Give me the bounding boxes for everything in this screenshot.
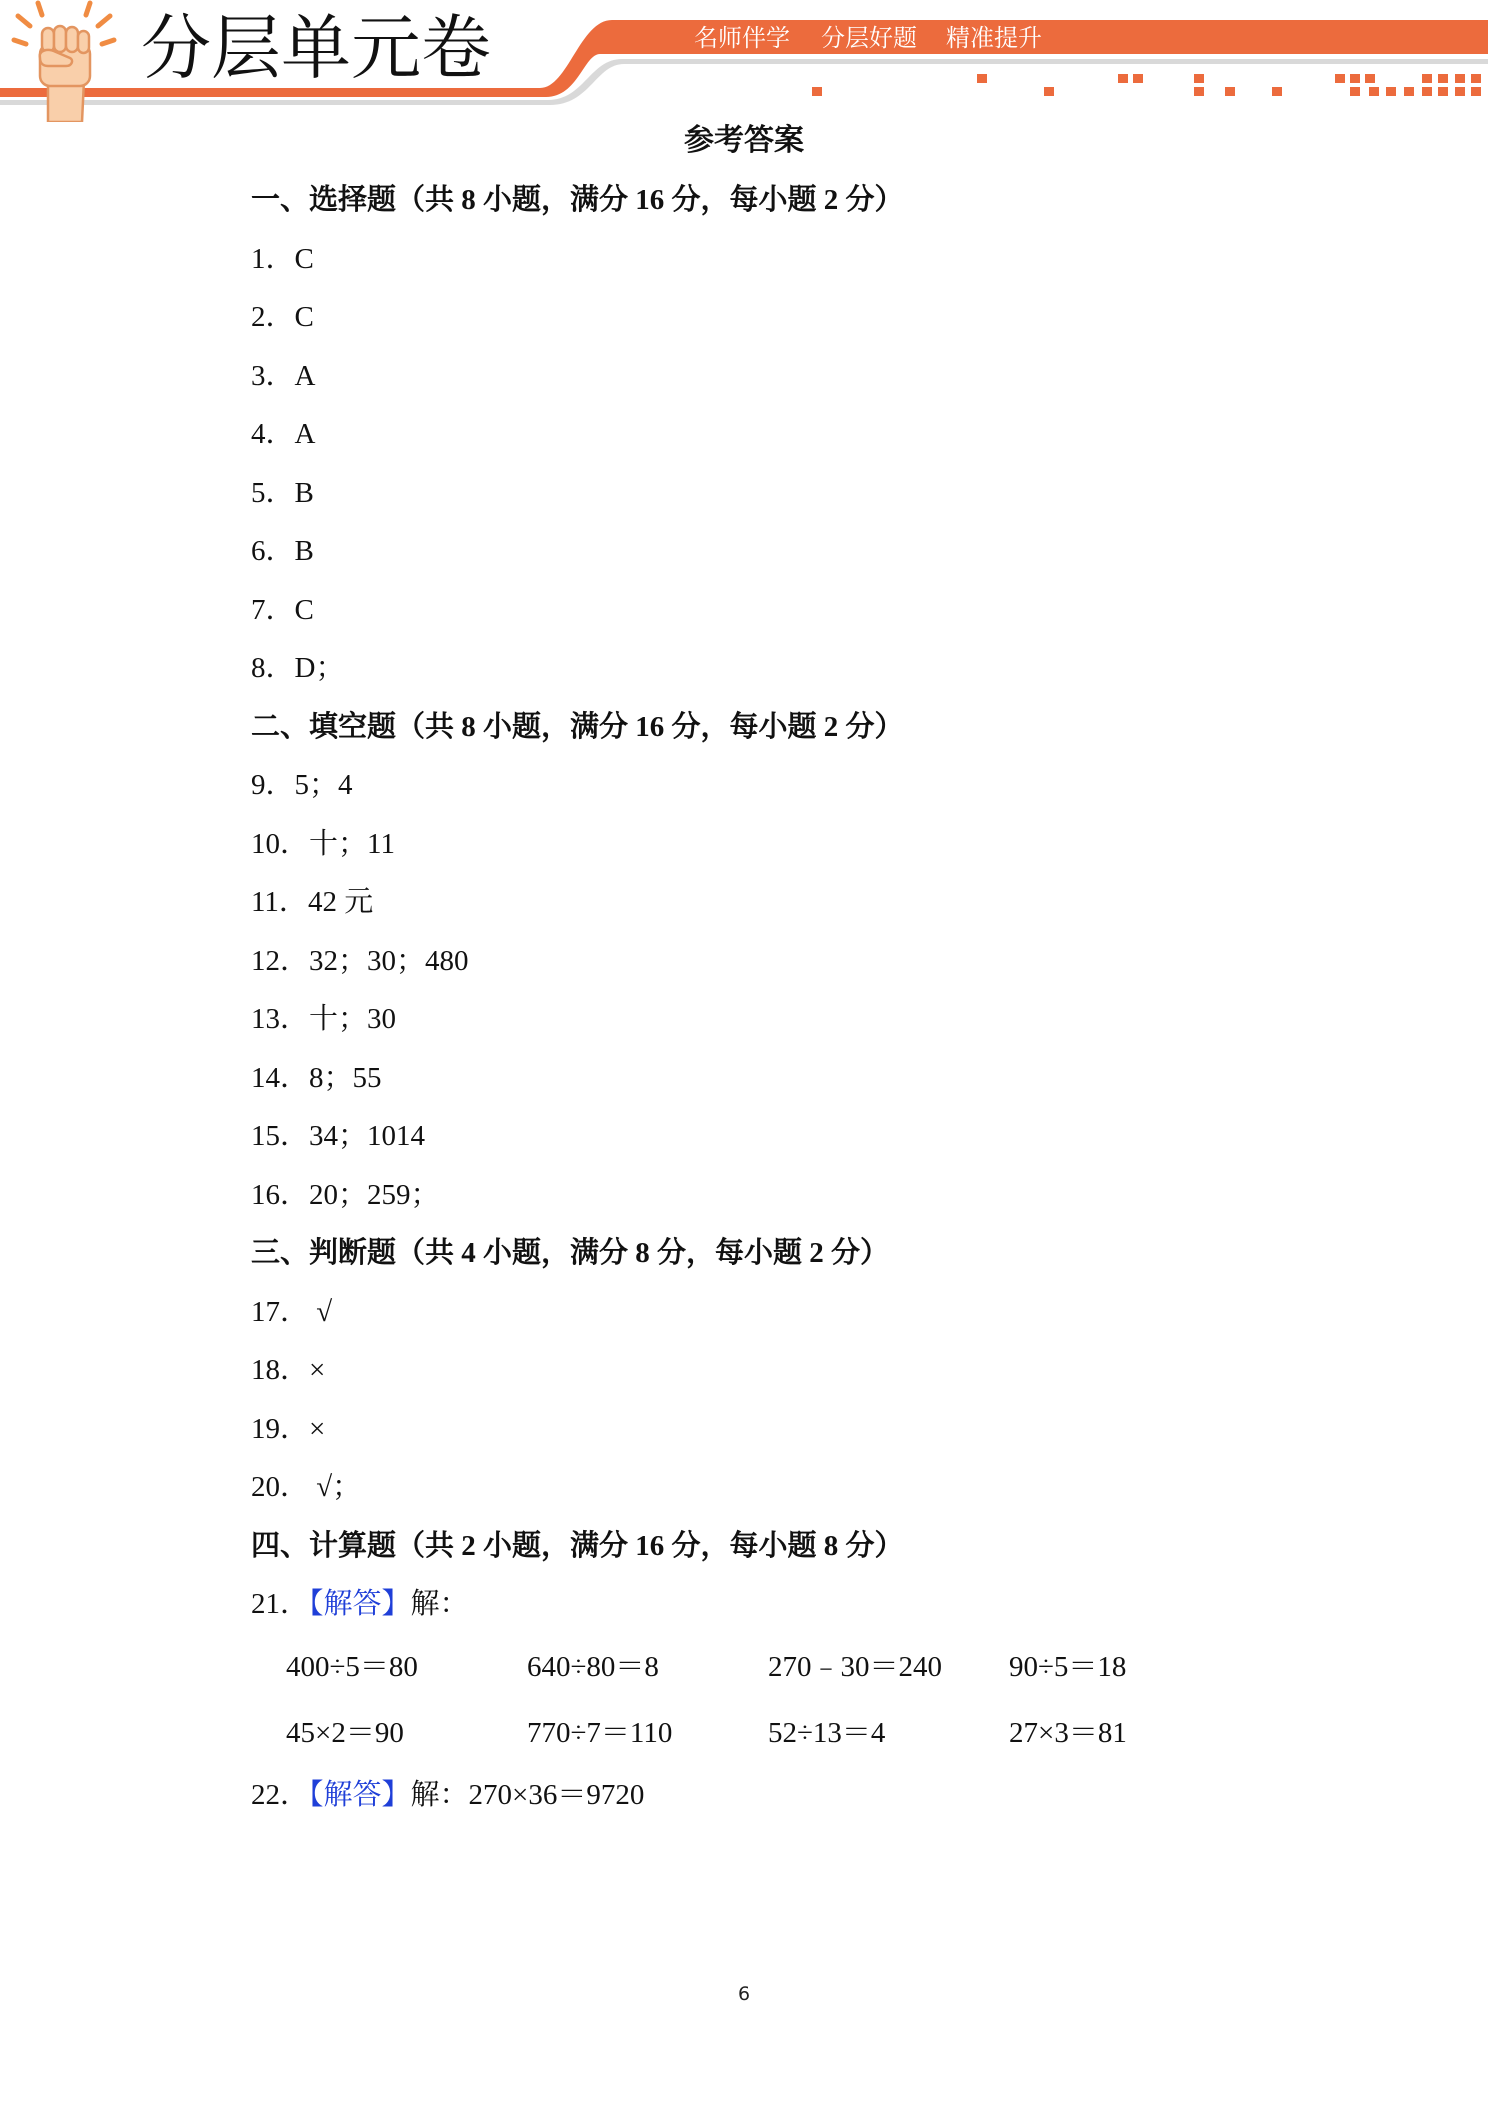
- question-number: 3．: [251, 359, 295, 392]
- answer-value: C: [294, 242, 314, 275]
- question-number: 8．: [251, 652, 295, 684]
- answer-value: 解：: [410, 1588, 469, 1620]
- calculation-cell: 27×3＝81: [1009, 1716, 1127, 1749]
- answer-line: [251, 464, 1401, 523]
- question-number: 9．: [251, 769, 295, 801]
- question-number: 10．: [251, 827, 310, 860]
- decor-square: [1471, 87, 1481, 96]
- question-number: 17．: [251, 1295, 310, 1328]
- answer-value: √；: [309, 1471, 362, 1503]
- decor-squares: [812, 74, 1481, 96]
- question-number: 22．: [251, 1778, 310, 1811]
- decor-square: [1335, 74, 1345, 83]
- solution-tag: 【解答】: [309, 1778, 411, 1811]
- calculation-row: [251, 1700, 1401, 1766]
- answer-value: 十；11: [309, 827, 395, 860]
- answer-value: 8；55: [309, 1061, 382, 1094]
- answer-value: A: [294, 359, 316, 392]
- decor-square: [1194, 74, 1204, 83]
- answer-value: C: [294, 301, 314, 333]
- section-title-calculation: 四、计算题（共 2 小题，满分 16 分，每小题 8 分）: [251, 1529, 904, 1562]
- decor-square: [1386, 87, 1396, 96]
- solution-tag: 【解答】: [309, 1588, 411, 1620]
- decor-square: [1369, 87, 1379, 96]
- answer-value: 34；1014: [309, 1120, 426, 1152]
- question-number: 4．: [251, 418, 295, 450]
- question-number: 12．: [251, 944, 310, 977]
- answer-line: [251, 990, 1401, 1049]
- decor-square: [1422, 74, 1432, 83]
- decor-square: [1438, 87, 1448, 96]
- decor-square: [1225, 87, 1235, 96]
- decor-square: [1194, 87, 1204, 96]
- question-number: 2．: [251, 301, 295, 333]
- answer-value: ×: [309, 1354, 326, 1386]
- series-title: 分层单元卷: [141, 7, 491, 89]
- section-title-fill-in: 二、填空题（共 8 小题，满分 16 分，每小题 2 分）: [251, 710, 904, 743]
- decor-square: [812, 87, 822, 96]
- answer-line: [251, 1766, 1401, 1825]
- slogan-text: 精准提升: [946, 24, 1042, 52]
- answer-value: 32；30；480: [309, 944, 469, 977]
- section-title-true-false: 三、判断题（共 4 小题，满分 8 分，每小题 2 分）: [251, 1237, 890, 1269]
- decor-square: [1404, 87, 1414, 96]
- question-number: 21．: [251, 1588, 310, 1620]
- question-number: 6．: [251, 535, 295, 567]
- answer-line: [251, 1107, 1401, 1166]
- decor-square: [1272, 87, 1282, 96]
- answer-line: [251, 873, 1401, 932]
- answer-line: [251, 1400, 1401, 1459]
- answer-line: [251, 1458, 1401, 1517]
- question-number: 1．: [251, 242, 295, 275]
- answer-value: 20；259；: [309, 1178, 440, 1211]
- answer-value: 42 元: [307, 886, 374, 918]
- decor-square: [1350, 74, 1360, 83]
- question-number: 13．: [251, 1003, 310, 1035]
- answer-line: [251, 1575, 1401, 1634]
- answer-line: [251, 1049, 1401, 1108]
- question-number: 15．: [251, 1120, 310, 1152]
- answer-line: [251, 230, 1401, 289]
- answer-line: [251, 522, 1401, 581]
- question-number: 16．: [251, 1178, 310, 1211]
- answer-line: [251, 756, 1401, 815]
- answer-value: √: [309, 1295, 333, 1328]
- calculation-cell: 270﹣30＝240: [768, 1650, 943, 1683]
- answer-value: A: [294, 418, 316, 450]
- decor-square: [1438, 74, 1448, 83]
- fist-icon: [4, 0, 124, 122]
- question-number: 18．: [251, 1354, 310, 1386]
- answer-line: [251, 932, 1401, 991]
- question-number: 11．: [251, 886, 308, 918]
- answer-line: [251, 815, 1401, 874]
- answer-value: B: [294, 476, 314, 509]
- page-title: 参考答案: [684, 124, 804, 157]
- question-number: 14．: [251, 1061, 310, 1094]
- answer-line: [251, 288, 1401, 347]
- decor-square: [1118, 74, 1128, 83]
- decor-square: [1044, 87, 1054, 96]
- answer-line: [251, 639, 1401, 698]
- calculation-cell: 770÷7＝110: [527, 1716, 673, 1749]
- question-number: 7．: [251, 593, 295, 626]
- answer-value: 5；4: [294, 769, 353, 801]
- answer-content: [251, 171, 1401, 1824]
- decor-square: [1455, 74, 1465, 83]
- answer-value: 解：270×36＝9720: [410, 1778, 645, 1811]
- answer-line: [251, 405, 1401, 464]
- answer-value: D；: [294, 652, 345, 684]
- decor-square: [1365, 74, 1375, 83]
- slogan-text: 分层好题: [821, 24, 917, 52]
- answer-line: [251, 1283, 1401, 1342]
- calculation-cell: 400÷5＝80: [286, 1650, 418, 1683]
- calculation-cell: 640÷80＝8: [527, 1650, 659, 1683]
- question-number: 19．: [251, 1412, 310, 1445]
- answer-value: C: [294, 593, 314, 626]
- page-number: 6: [737, 1983, 751, 2005]
- decor-square: [977, 74, 987, 83]
- answer-value: ×: [309, 1412, 326, 1445]
- answer-line: [251, 1166, 1401, 1225]
- slogan-text: 名师伴学: [694, 24, 790, 52]
- answer-line: [251, 581, 1401, 640]
- answer-value: B: [294, 535, 314, 567]
- calculation-cell: 45×2＝90: [286, 1716, 404, 1749]
- decor-square: [1350, 87, 1360, 96]
- calculation-cell: 90÷5＝18: [1009, 1650, 1127, 1683]
- section-title-multiple-choice: 一、选择题（共 8 小题，满分 16 分，每小题 2 分）: [251, 184, 904, 216]
- decor-square: [1422, 87, 1432, 96]
- decor-square: [1133, 74, 1143, 83]
- answer-line: [251, 1341, 1401, 1400]
- calculation-cell: 52÷13＝4: [768, 1716, 886, 1749]
- decor-square: [1455, 87, 1465, 96]
- decor-square: [1471, 74, 1481, 83]
- question-number: 20．: [251, 1471, 310, 1503]
- answer-value: 十；30: [309, 1003, 397, 1035]
- question-number: 5．: [251, 476, 295, 509]
- answer-line: [251, 347, 1401, 406]
- calculation-row: [251, 1634, 1401, 1700]
